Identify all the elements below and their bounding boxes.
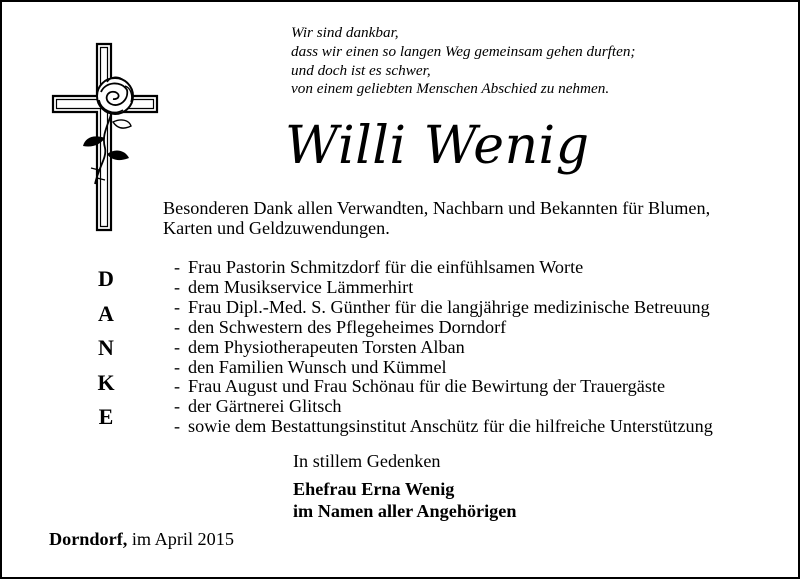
deceased-name: Willi Wenig xyxy=(285,116,590,176)
place-date xyxy=(49,529,234,549)
list-item: - den Schwestern des Pflegeheimes Dorndorf xyxy=(163,318,713,338)
list-item: - den Familien Wunsch und Kümmel xyxy=(163,358,713,378)
list-item: - dem Physiotherapeuten Torsten Alban xyxy=(163,338,713,358)
danke-vertical-text xyxy=(92,262,120,435)
place-name: Dorndorf, xyxy=(49,529,128,549)
family-line-2: im Namen aller Angehörigen xyxy=(293,501,517,521)
list-item: - Frau Dipl.-Med. S. Günther für die langjährige medizinische Betreuung xyxy=(163,298,713,318)
thanks-list xyxy=(163,258,713,437)
cross-with-rose-icon xyxy=(49,42,161,242)
danke-letter: E xyxy=(98,404,114,429)
danke-letter: D xyxy=(98,266,114,291)
poem-quote xyxy=(291,24,635,99)
list-item: - der Gärtnerei Glitsch xyxy=(163,397,713,417)
poem-line: und doch ist es schwer, xyxy=(291,61,431,79)
danke-letter: K xyxy=(97,369,115,395)
danke-letter: N xyxy=(98,335,114,360)
date-text: im April 2015 xyxy=(131,529,234,549)
intro-thanks-text: Besonderen Dank allen Verwandten, Nachbarn und Bekannten für Blumen, Karten und Geldzuwendungen. xyxy=(163,198,711,238)
poem-line: von einem geliebten Menschen Abschied zu nehmen. xyxy=(291,80,610,98)
closing-phrase: In stillem Gedenken xyxy=(293,451,441,471)
list-item: - Frau August und Frau Schönau für die Bewirtung der Trauergäste xyxy=(163,377,713,397)
poem-line: Wir sind dankbar, xyxy=(291,24,399,41)
list-item: - dem Musikservice Lämmerhirt xyxy=(163,278,713,298)
family-signature xyxy=(293,478,516,522)
poem-line: dass wir einen so langen Weg gemeinsam gehen durften; xyxy=(291,42,636,60)
list-item: - sowie dem Bestattungsinstitut Anschütz für die hilfreiche Unterstützung xyxy=(163,417,713,437)
list-item: - Frau Pastorin Schmitzdorf für die einfühlsamen Worte xyxy=(163,258,713,278)
danke-letter: A xyxy=(98,300,114,326)
family-line-1: Ehefrau Erna Wenig xyxy=(293,479,455,499)
